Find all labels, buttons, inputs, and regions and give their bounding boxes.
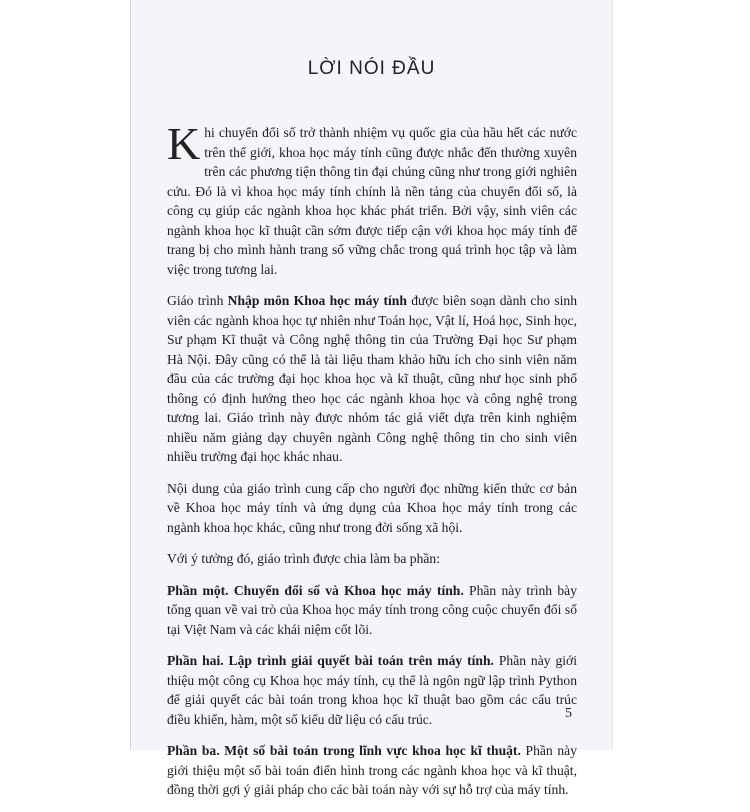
part-one-text: Phần này trình bày tổng quan về vai trò của Khoa học máy tính trong công cuộc chuyển đổi số tại Việt Nam và các khái niệm cốt lõi.: [167, 582, 577, 637]
paragraph-intro-text: hi chuyển đổi số trở thành nhiệm vụ quốc gia của hầu hết các nước trên thế giới, khoa học máy tính cũng được nhắc đến thường xuyên trên các phương tiện thông tin đại chúng cũng như trong giới nghiên cứu. Đó là vì khoa học máy tính chính là nền tảng của chuyển đổi số, là công cụ giúp các ngành khoa học khác phát triển. Bởi vậy, sinh viên các ngành khoa học kĩ thuật cần sớm được tiếp cận với khoa học máy tính để trang bị cho mình hành trang số vững chắc trong quá trình học tập và làm việc trong tương lai.: [167, 125, 577, 277]
paragraph-textbook-text: được biên soạn dành cho sinh viên các ngành khoa học tự nhiên như Toán học, Vật lí, Hoá học, Sinh học, Sư phạm Kĩ thuật và Công nghệ thông tin của Trường Đại học Sư phạm Hà Nội. Đây cũng có thể là tài liệu tham khảo hữu ích cho sinh viên năm đầu của các trường đại học khoa học và kĩ thuật, cũng như học sinh phổ thông có định hướng theo học các ngành khoa học và công nghệ trong tương lai. Giáo trình này được nhóm tác giả viết dựa trên kinh nghiệm nhiều năm giảng dạy chuyên ngành Công nghệ thông tin cho sinh viên nhiều trường đại học khác nhau.: [167, 293, 577, 464]
paragraph-content: Nội dung của giáo trình cung cấp cho người đọc những kiến thức cơ bản về Khoa học máy tính và ứng dụng của Khoa học máy tính trong các ngành khoa học khác, cũng như trong đời sống xã hội.: [167, 480, 577, 535]
textbook-title: Nhập môn Khoa học máy tính: [227, 293, 407, 308]
paragraph-textbook: [167, 291, 577, 467]
part-two-heading: Phần hai. Lập trình giải quyết bài toán trên máy tính.: [167, 653, 494, 668]
preface-body: [167, 118, 577, 812]
part-three-text: Phần này giới thiệu một số bài toán điển hình trong các ngành khoa học và kĩ thuật, đồng thời gợi ý giải pháp cho các bài toán này với sự hỗ trợ của máy tính.: [167, 743, 577, 797]
page-title: LỜI NÓI ĐẦU: [307, 58, 436, 79]
part-one: [167, 581, 577, 640]
book-page: [131, 0, 612, 797]
paragraph-textbook-lead: Giáo trình: [167, 293, 228, 308]
drop-cap: K: [167, 118, 201, 169]
part-two-text: Phần này giới thiệu một công cụ Khoa học máy tính, cụ thể là ngôn ngữ lập trình Python để giải quyết các bài toán trong khoa học kĩ thuật bao gồm các cấu trúc điều khiển, hàm, một số kiểu dữ liệu có cấu trúc.: [167, 653, 577, 727]
part-two: [167, 651, 577, 729]
part-three-heading: Phần ba. Một số bài toán trong lĩnh vực khoa học kĩ thuật.: [167, 743, 521, 758]
paragraph-intro: [167, 118, 577, 279]
part-one-heading: Phần một. Chuyển đổi số và Khoa học máy tính.: [167, 582, 464, 598]
page-number: 5: [565, 706, 572, 721]
paragraph-structure: Với ý tưởng đó, giáo trình được chia làm ba phần:: [167, 551, 441, 566]
